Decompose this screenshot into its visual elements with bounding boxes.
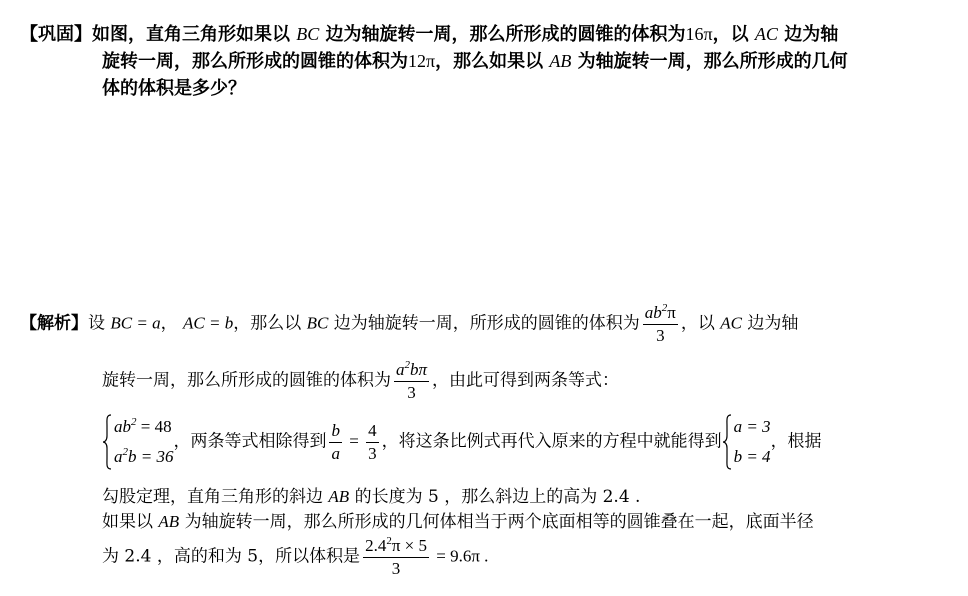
solution-text: 如果以 [102, 512, 159, 532]
solution-text: ， [160, 313, 184, 334]
solution-text: 旋转一周，那么所形成的圆锥的体积为 [102, 370, 391, 391]
solution-text: 为 2.4 ，高的和为 5，所以体积是 [102, 546, 361, 567]
problem-line-2 [102, 47, 848, 73]
result-1: a = 3 [733, 417, 771, 436]
solution-line-4 [102, 482, 640, 507]
problem-text: 体的体积是多少？ [102, 78, 246, 99]
frac-exp: 2 [661, 302, 668, 314]
result-2: b = 4 [733, 447, 771, 466]
frac-num-tail: π × 5 [391, 536, 427, 555]
solution-text: ，由此可得到两条等式： [432, 370, 620, 391]
solution-line-5 [102, 507, 814, 532]
frac-num-tail: π [667, 303, 676, 322]
equation-2 [114, 442, 173, 472]
solution-text: 设 [88, 313, 111, 334]
math-var: AB [158, 512, 180, 531]
solution-text: ，根据 [770, 431, 822, 452]
frac-num: 2.4 [365, 536, 387, 555]
solution-text: ，以 [680, 313, 721, 334]
frac-den: a [331, 443, 340, 463]
math-expr: AC = b [183, 313, 234, 333]
solution-text: 边为轴 [742, 313, 799, 334]
solution-tag: 【解析】 [20, 313, 88, 334]
math-expr: BC = a [110, 313, 161, 333]
eq-rest: = 48 [136, 417, 172, 436]
fraction [329, 421, 342, 463]
solution-text: ，两条等式相除得到 [173, 431, 327, 452]
eq-term: ab [114, 417, 131, 436]
problem-text: ，那么如果以 [435, 51, 550, 72]
solution-result: = 9.6π . [431, 546, 489, 566]
frac-num: a [396, 360, 405, 379]
problem-text: ，以 [712, 24, 755, 45]
frac-den: 3 [368, 443, 377, 463]
problem-line-3 [102, 74, 246, 100]
math-value: 12π [408, 51, 436, 71]
solution-line-3 [102, 412, 822, 472]
math-var: AB [328, 487, 350, 506]
problem-text: 边为轴 [777, 24, 839, 45]
frac-num-tail: bπ [410, 360, 428, 379]
eq-exp: 2 [122, 446, 128, 458]
problem-text: 如图，直角三角形如果以 [92, 24, 297, 45]
math-var: BC [306, 313, 329, 333]
eq-rest: b = 36 [128, 447, 174, 466]
left-brace-icon [722, 414, 732, 470]
math-var: AC [720, 313, 742, 333]
problem-tag: 【巩固】 [20, 24, 92, 45]
fraction [366, 421, 379, 463]
eq-term: a [114, 447, 123, 466]
equation-system [102, 412, 173, 472]
solution-text: ，那么以 [233, 313, 307, 334]
frac-num: b [329, 421, 342, 443]
result-system [722, 412, 771, 472]
solution-text: 为轴旋转一周，那么所形成的几何体相当于两个底面相等的圆锥叠在一起，底面半径 [179, 512, 814, 532]
solution-text: 的长度为 5 ，那么斜边上的高为 2.4 . [349, 487, 641, 507]
equation-1 [114, 412, 173, 442]
solution-text: ，将这条比例式再代入原来的方程中就能得到 [381, 431, 722, 452]
frac-den: 3 [656, 325, 665, 345]
solution-text: 边为轴旋转一周，所形成的圆锥的体积为 [328, 313, 640, 334]
math-value: 16π [685, 24, 713, 44]
problem-line-1 [20, 20, 838, 46]
solution-line-2 [102, 360, 619, 402]
frac-exp: 2 [404, 359, 410, 371]
frac-exp: 2 [386, 535, 392, 547]
solution-text: 勾股定理，直角三角形的斜边 [102, 487, 329, 507]
fraction [363, 536, 429, 578]
solution-line-1 [20, 303, 798, 345]
problem-text: 为轴旋转一周，那么所形成的几何 [571, 51, 848, 72]
frac-num: 4 [366, 421, 379, 443]
eq-exp: 2 [131, 416, 137, 428]
frac-num: ab [644, 303, 662, 322]
frac-den: 3 [391, 558, 401, 578]
equals-sign: = [344, 431, 364, 451]
math-var: AB [549, 51, 572, 71]
math-var: BC [296, 24, 320, 44]
problem-text: 旋转一周，那么所形成的圆锥的体积为 [102, 51, 408, 72]
math-var: AC [754, 24, 778, 44]
solution-line-6 [102, 536, 488, 578]
problem-text: 边为轴旋转一周，那么所形成的圆锥的体积为 [319, 24, 686, 45]
frac-den: 3 [407, 382, 416, 402]
fraction [643, 303, 678, 345]
fraction [394, 360, 429, 402]
left-brace-icon [102, 414, 112, 470]
